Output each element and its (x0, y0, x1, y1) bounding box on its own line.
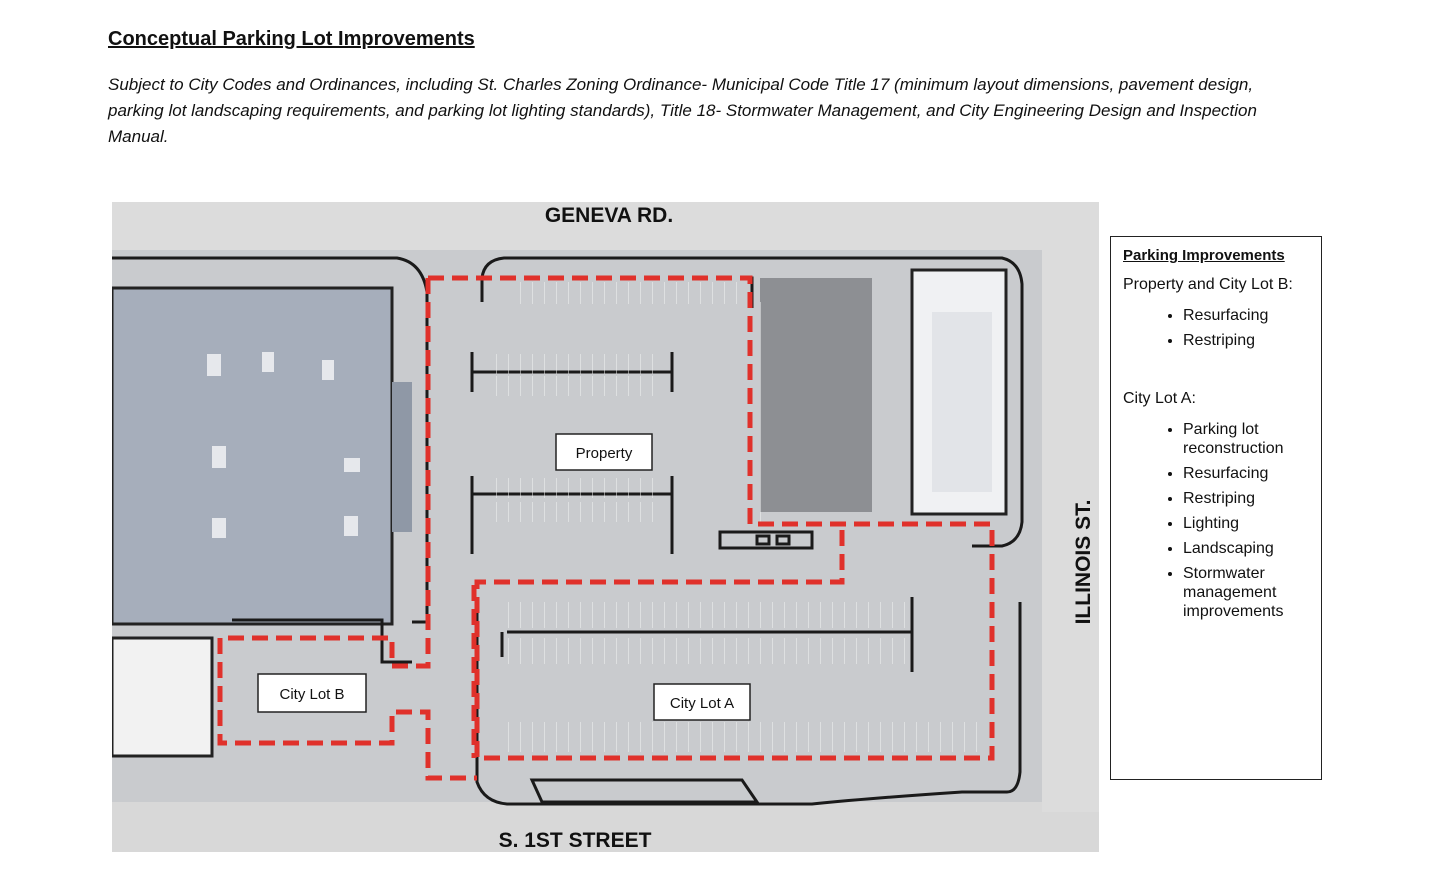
legend-group-2-label: City Lot A: (1123, 390, 1196, 407)
building-left-roof (112, 288, 392, 624)
legend-box (1110, 236, 1322, 780)
label-city-lot-a: City Lot A (669, 695, 735, 712)
legend-item: • Landscaping (1183, 539, 1309, 558)
legend-group-1-label: Property and City Lot B: (1123, 276, 1293, 293)
stall-striping-2 (492, 354, 662, 374)
legend-group-2-list (1123, 420, 1309, 621)
legend-item: • Restriping (1183, 331, 1309, 350)
building-east-roof-detail (932, 312, 992, 492)
building-left-wing (392, 382, 412, 532)
document-subtitle: Subject to City Codes and Ordinances, including St. Charles Zoning Ordinance- Municipal Code Title 17 (minimum layout dimensions, pavement design, parking lot landscaping requirements, and parking lot lighting standards), Title 18- Stormwater Management, and City Engineering Design and Inspection Manual. (108, 75, 1257, 146)
stall-striping-9 (752, 302, 772, 522)
stall-striping-7 (507, 638, 907, 664)
stall-striping-6 (507, 602, 907, 628)
stall-striping-8 (507, 722, 987, 752)
legend-item: • Lighting (1183, 514, 1309, 533)
document-title: Conceptual Parking Lot Improvements (108, 28, 475, 50)
label-city-lot-b: City Lot B (279, 686, 345, 703)
label-illinois-st: ILLINOIS ST. (1072, 499, 1095, 625)
stall-striping-4 (492, 478, 662, 498)
stall-striping-5 (492, 502, 662, 522)
building-lower-left (112, 638, 212, 756)
legend-group-1-list (1123, 306, 1309, 350)
site-plan-map (112, 202, 1099, 852)
stall-striping-1 (512, 282, 742, 304)
legend-item: • Resurfacing (1183, 464, 1309, 483)
legend-item: • Resurfacing (1183, 306, 1309, 325)
label-geneva-rd: GENEVA RD. (544, 204, 674, 227)
legend-title: Parking Improvements (1123, 247, 1285, 264)
legend-item: • Restriping (1183, 489, 1309, 508)
label-property: Property (575, 445, 633, 462)
label-first-street: S. 1ST STREET (498, 829, 652, 852)
legend-item: • Parking lot reconstruction (1183, 420, 1309, 458)
legend-item: • Stormwater management improvements (1183, 564, 1309, 621)
east-lot-paved (760, 278, 872, 512)
stall-striping-3 (492, 376, 662, 396)
